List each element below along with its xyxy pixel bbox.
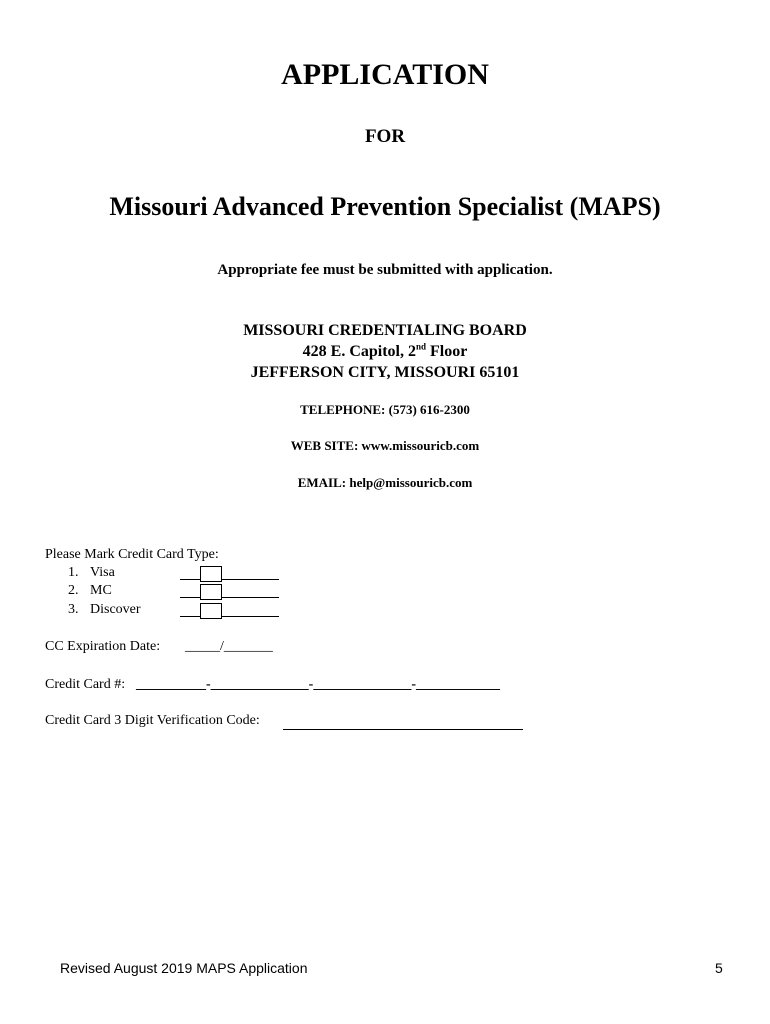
option-number: 3. xyxy=(68,602,79,617)
floor-ordinal: nd xyxy=(416,341,427,352)
card-type-label: Please Mark Credit Card Type: xyxy=(45,547,219,562)
page-number: 5 xyxy=(715,960,723,976)
visa-checkbox[interactable] xyxy=(200,566,222,582)
board-address-block xyxy=(0,320,770,383)
subtitle-for: FOR xyxy=(364,126,406,147)
program-title: Missouri Advanced Prevention Specialist (MAPS) xyxy=(109,192,661,221)
option-number: 1. xyxy=(68,565,79,580)
street-suffix: Floor xyxy=(426,343,468,360)
card-type-option-discover xyxy=(45,602,305,620)
card-type-option-visa xyxy=(45,565,305,583)
expiration-field[interactable]: _____/_______ xyxy=(185,639,273,654)
street-prefix: 428 E. Capitol, 2 xyxy=(302,343,416,360)
website: WEB SITE: www.missouricb.com xyxy=(290,438,480,453)
option-underline xyxy=(180,616,279,617)
option-number: 2. xyxy=(68,583,79,598)
cvv-field[interactable] xyxy=(283,729,523,730)
board-city: JEFFERSON CITY, MISSOURI 65101 xyxy=(250,364,520,381)
fee-note: Appropriate fee must be submitted with application. xyxy=(217,262,553,278)
card-type-option-mc xyxy=(45,583,305,601)
discover-checkbox[interactable] xyxy=(200,603,222,619)
footer-revision: Revised August 2019 MAPS Application xyxy=(60,960,308,976)
telephone: TELEPHONE: (573) 616-2300 xyxy=(300,402,470,417)
page-title: APPLICATION xyxy=(281,58,489,91)
board-street xyxy=(0,341,770,362)
option-label: Discover xyxy=(90,602,141,617)
card-number-field[interactable]: __________-______________-______________-____________ xyxy=(136,677,500,692)
expiration-label: CC Expiration Date: xyxy=(45,639,161,654)
option-label: MC xyxy=(90,583,112,598)
cvv-label: Credit Card 3 Digit Verification Code: xyxy=(45,713,260,728)
card-number-label: Credit Card #: xyxy=(45,677,126,692)
option-label: Visa xyxy=(90,565,115,580)
option-underline xyxy=(180,597,279,598)
option-underline xyxy=(180,579,279,580)
email: EMAIL: help@missouricb.com xyxy=(297,475,473,490)
board-name: MISSOURI CREDENTIALING BOARD xyxy=(243,322,527,339)
mc-checkbox[interactable] xyxy=(200,584,222,600)
